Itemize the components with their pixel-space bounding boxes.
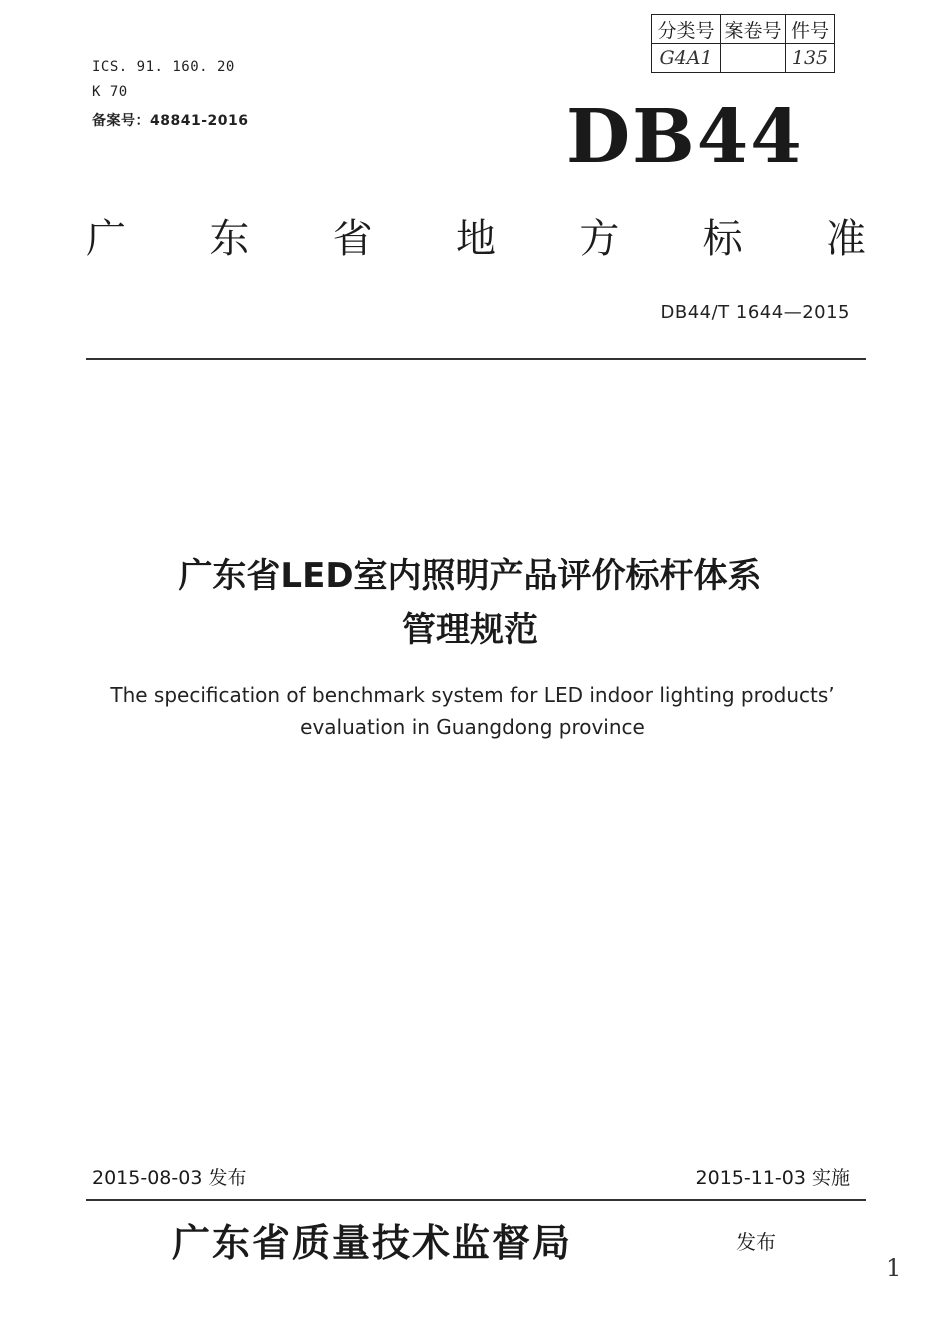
standard-type — [86, 207, 866, 264]
issuer-suffix: 发布 — [736, 1230, 776, 1254]
standard-type-char: 东 — [209, 216, 250, 262]
header-divider — [86, 358, 866, 360]
title-zh-line1: 广东省LED室内照明产品评价标杆体系 — [178, 556, 762, 596]
archive-header: 分类号 — [652, 15, 721, 44]
archive-value: 135 — [786, 44, 835, 73]
standard-type-char: 广 — [86, 216, 126, 262]
ics-code: ICS. 91. 160. 20 — [92, 59, 235, 75]
page-mark: 1 — [886, 1254, 902, 1282]
standard-number: DB44/T 1644—2015 — [660, 302, 850, 323]
title-zh-line2: 管理规范 — [402, 610, 538, 650]
archive-header: 件号 — [786, 15, 835, 44]
archive-value — [721, 44, 786, 73]
archive-value: G4A1 — [652, 44, 721, 73]
issue-date: 2015-08-03 发布 — [92, 1167, 247, 1189]
footer-divider — [86, 1199, 866, 1201]
db44-logo: DB44 — [566, 94, 804, 180]
archive-header: 案卷号 — [721, 15, 786, 44]
standard-type-char: 方 — [579, 216, 620, 262]
title-en-line2: evaluation in Guangdong province — [300, 715, 645, 739]
standard-type-char: 标 — [702, 216, 743, 262]
title-en-line1: The specification of benchmark system for LED indoor lighting products’ — [110, 683, 835, 707]
record-number: 备案号：48841-2016 — [92, 113, 249, 129]
standard-type-char: 准 — [825, 216, 866, 262]
standard-type-char: 地 — [455, 216, 496, 262]
issuer-name: 广东省质量技术监督局 — [172, 1220, 573, 1265]
archive-table — [651, 14, 835, 73]
standard-type-char: 省 — [332, 216, 373, 262]
implement-date: 2015-11-03 实施 — [695, 1167, 850, 1189]
ccs-code: K 70 — [92, 84, 128, 100]
